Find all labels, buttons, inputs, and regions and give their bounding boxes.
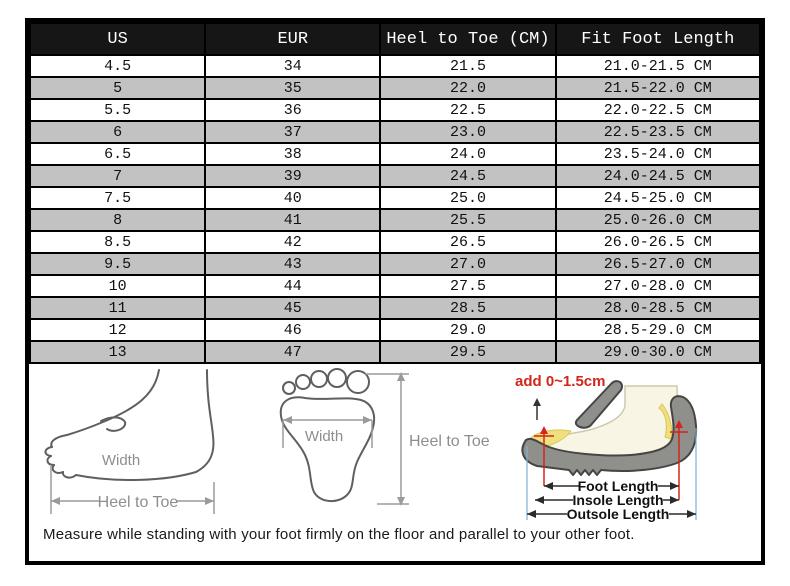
table-row (30, 121, 760, 143)
table-row (30, 231, 760, 253)
table-row (30, 187, 760, 209)
table-cell: 6.5 (30, 143, 205, 165)
measurement-diagrams (29, 364, 761, 526)
table-cell: 29.5 (380, 341, 555, 363)
outsole-length-label: Outsole Length (566, 506, 670, 522)
size-chart-panel (25, 18, 765, 565)
table-cell: 7 (30, 165, 205, 187)
top-foot-width-label: Width (304, 428, 344, 445)
size-conversion-table (29, 22, 761, 364)
table-cell: 22.5 (380, 99, 555, 121)
table-cell: 21.5 (380, 55, 555, 77)
table-cell: 42 (205, 231, 380, 253)
side-foot-heel-to-toe-label: Heel to Toe (97, 494, 179, 511)
table-cell: 21.0-21.5 CM (556, 55, 760, 77)
table-cell: 5 (30, 77, 205, 99)
table-cell: 13 (30, 341, 205, 363)
table-cell: 10 (30, 275, 205, 297)
table-row (30, 165, 760, 187)
shoe-length-diagram (513, 368, 755, 526)
width-measure-lines (283, 374, 409, 504)
table-cell: 26.5 (380, 231, 555, 253)
table-cell: 35 (205, 77, 380, 99)
table-cell: 12 (30, 319, 205, 341)
side-foot-width-label: Width (101, 452, 141, 469)
table-cell: 27.5 (380, 275, 555, 297)
table-cell: 7.5 (30, 187, 205, 209)
size-table-body (30, 55, 760, 363)
header-cell-us: US (30, 23, 205, 55)
table-cell: 9.5 (30, 253, 205, 275)
insole-length-label: Insole Length (572, 492, 664, 508)
table-cell: 22.0-22.5 CM (556, 99, 760, 121)
table-row (30, 253, 760, 275)
table-cell: 38 (205, 143, 380, 165)
table-cell: 28.5 (380, 297, 555, 319)
table-cell: 28.5-29.0 CM (556, 319, 760, 341)
table-cell: 43 (205, 253, 380, 275)
top-foot-diagram (269, 368, 497, 520)
header-cell-fit-foot-length: Fit Foot Length (556, 23, 760, 55)
table-cell: 39 (205, 165, 380, 187)
table-cell: 41 (205, 209, 380, 231)
red-arrow-up-icon (540, 426, 548, 434)
table-cell: 24.5 (380, 165, 555, 187)
table-cell: 27.0 (380, 253, 555, 275)
foot-length-label: Foot Length (577, 478, 659, 494)
table-row (30, 99, 760, 121)
table-row (30, 209, 760, 231)
table-cell: 47 (205, 341, 380, 363)
header-cell-eur: EUR (205, 23, 380, 55)
table-cell: 23.0 (380, 121, 555, 143)
table-cell: 25.0 (380, 187, 555, 209)
table-cell: 21.5-22.0 CM (556, 77, 760, 99)
table-cell: 5.5 (30, 99, 205, 121)
table-cell: 22.5-23.5 CM (556, 121, 760, 143)
table-cell: 24.0 (380, 143, 555, 165)
arrow-up-icon (533, 398, 541, 406)
table-cell: 34 (205, 55, 380, 77)
toe-allowance-note: add 0~1.5cm (515, 373, 606, 390)
top-foot-heel-to-toe-label: Heel to Toe (409, 433, 490, 450)
table-cell: 28.0-28.5 CM (556, 297, 760, 319)
table-cell: 26.5-27.0 CM (556, 253, 760, 275)
table-cell: 29.0 (380, 319, 555, 341)
table-row (30, 77, 760, 99)
arrow-left-icon (51, 497, 60, 505)
table-row (30, 55, 760, 77)
arrow-left-icon (283, 416, 292, 424)
table-cell: 37 (205, 121, 380, 143)
table-cell: 36 (205, 99, 380, 121)
table-cell: 4.5 (30, 55, 205, 77)
table-cell: 29.0-30.0 CM (556, 341, 760, 363)
table-cell: 8.5 (30, 231, 205, 253)
table-cell: 8 (30, 209, 205, 231)
table-row (30, 341, 760, 363)
table-cell: 24.0-24.5 CM (556, 165, 760, 187)
table-row (30, 143, 760, 165)
measurement-instruction: Measure while standing with your foot firmly on the floor and parallel to your other foot. (43, 526, 635, 543)
table-cell: 11 (30, 297, 205, 319)
table-cell: 25.0-26.0 CM (556, 209, 760, 231)
table-cell: 45 (205, 297, 380, 319)
table-cell: 22.0 (380, 77, 555, 99)
table-row (30, 319, 760, 341)
table-cell: 46 (205, 319, 380, 341)
table-cell: 44 (205, 275, 380, 297)
table-header-row (30, 23, 760, 55)
arrow-right-icon (363, 416, 372, 424)
table-cell: 26.0-26.5 CM (556, 231, 760, 253)
header-cell-heel-to-toe: Heel to Toe (CM) (380, 23, 555, 55)
table-row (30, 275, 760, 297)
table-cell: 40 (205, 187, 380, 209)
table-cell: 23.5-24.0 CM (556, 143, 760, 165)
side-foot-diagram (41, 368, 253, 520)
table-cell: 27.0-28.0 CM (556, 275, 760, 297)
table-row (30, 297, 760, 319)
table-cell: 6 (30, 121, 205, 143)
table-cell: 24.5-25.0 CM (556, 187, 760, 209)
table-cell: 25.5 (380, 209, 555, 231)
arrow-right-icon (205, 497, 214, 505)
